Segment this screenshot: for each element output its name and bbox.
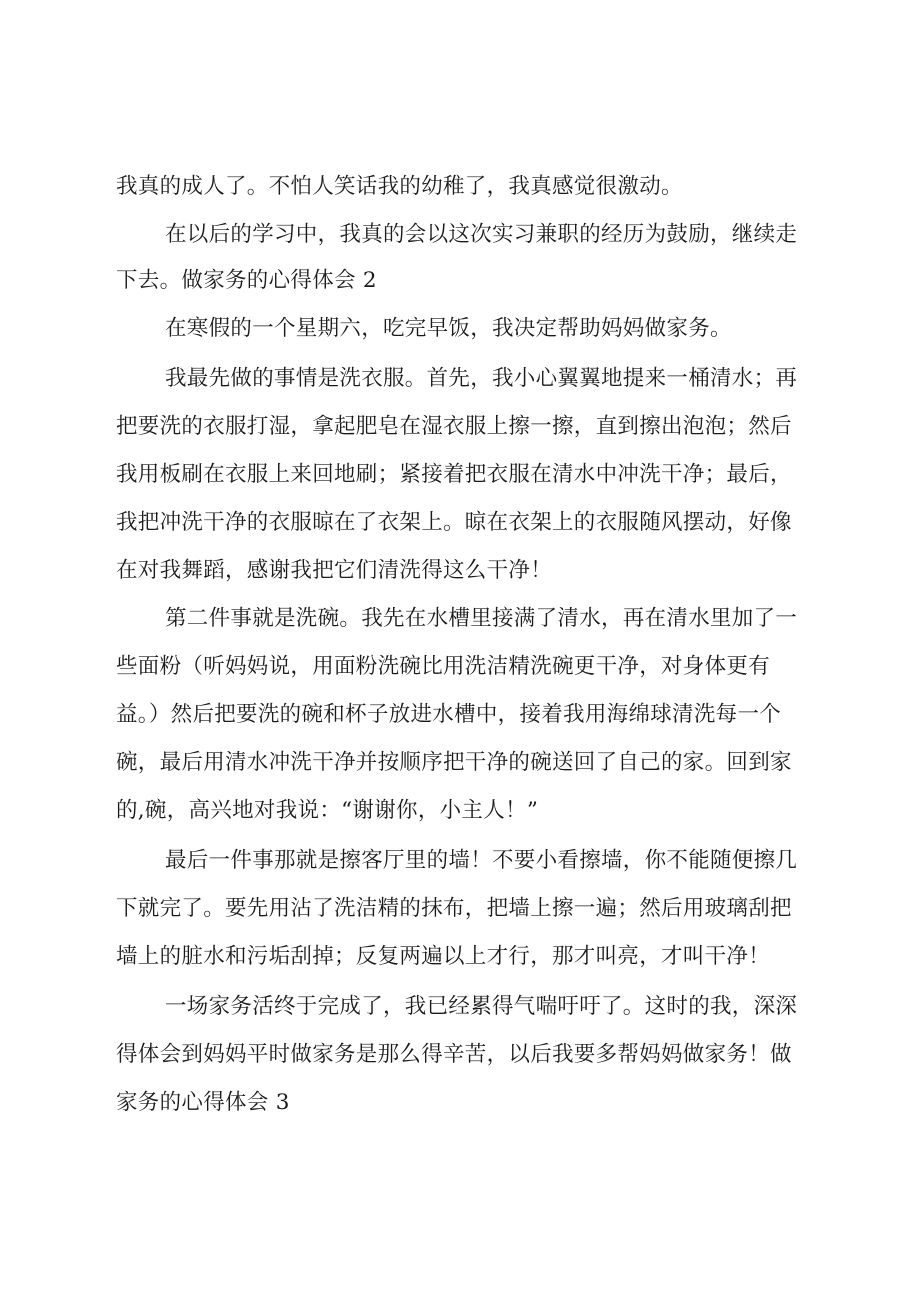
text-line: 家务的心得体会 3 [116,1090,290,1115]
text-line: 在对我舞蹈，感谢我把它们清洗得这么干净！ [116,558,553,583]
paragraph-first-line: 一场家务活终于完成了，我已经累得气喘吁吁了。这时的我，深深 [165,994,798,1019]
paragraph-first-line: 在以后的学习中，我真的会以这次实习兼职的经历为鼓励，继续走 [165,222,798,247]
text-line: 碗，最后用清水冲洗干净并按顺序把干净的碗送回了自己的家。回到家 [116,750,792,775]
text-line: 我把冲洗干净的衣服晾在了衣架上。晾在衣架上的衣服随风摆动，好像 [116,510,792,535]
paragraph-first-line: 第二件事就是洗碗。我先在水槽里接满了清水，再在清水里加了一 [165,606,798,631]
paragraph-first-line: 我最先做的事情是洗衣服。首先，我小心翼翼地提来一桶清水；再 [165,366,798,391]
text-line: 些面粉（听妈妈说，用面粉洗碗比用洗洁精洗碗更干净，对身体更有 [116,654,771,679]
text-line: 下就完了。要先用沾了洗洁精的抹布，把墙上擦一遍；然后用玻璃刮把 [116,896,792,921]
text-line: 我用板刷在衣服上来回地刷；紧接着把衣服在清水中冲洗干净；最后， [116,462,792,487]
text-line: 墙上的脏水和污垢刮掉；反复两遍以上才行，那才叫亮，才叫干净！ [116,944,771,969]
text-line: 得体会到妈妈平时做家务是那么得辛苦，以后我要多帮妈妈做家务！做 [116,1042,792,1067]
text-line: 益。）然后把要洗的碗和杯子放进水槽中，接着我用海绵球清洗每一个 [116,702,782,727]
text-line: 我真的成人了。不怕人笑话我的幼稚了，我真感觉很激动。 [116,174,683,199]
text-line: 的,碗，高兴地对我说：“谢谢你，小主人！” [116,798,539,823]
text-line: 下去。做家务的心得体会 2 [116,268,377,293]
paragraph-first-line: 最后一件事那就是擦客厅里的墙！不要小看擦墙，你不能随便擦几 [165,848,798,873]
text-line: 把要洗的衣服打湿，拿起肥皂在湿衣服上擦一擦，直到擦出泡泡；然后 [116,414,792,439]
paragraph-first-line: 在寒假的一个星期六，吃完早饭，我决定帮助妈妈做家务。 [165,316,732,341]
